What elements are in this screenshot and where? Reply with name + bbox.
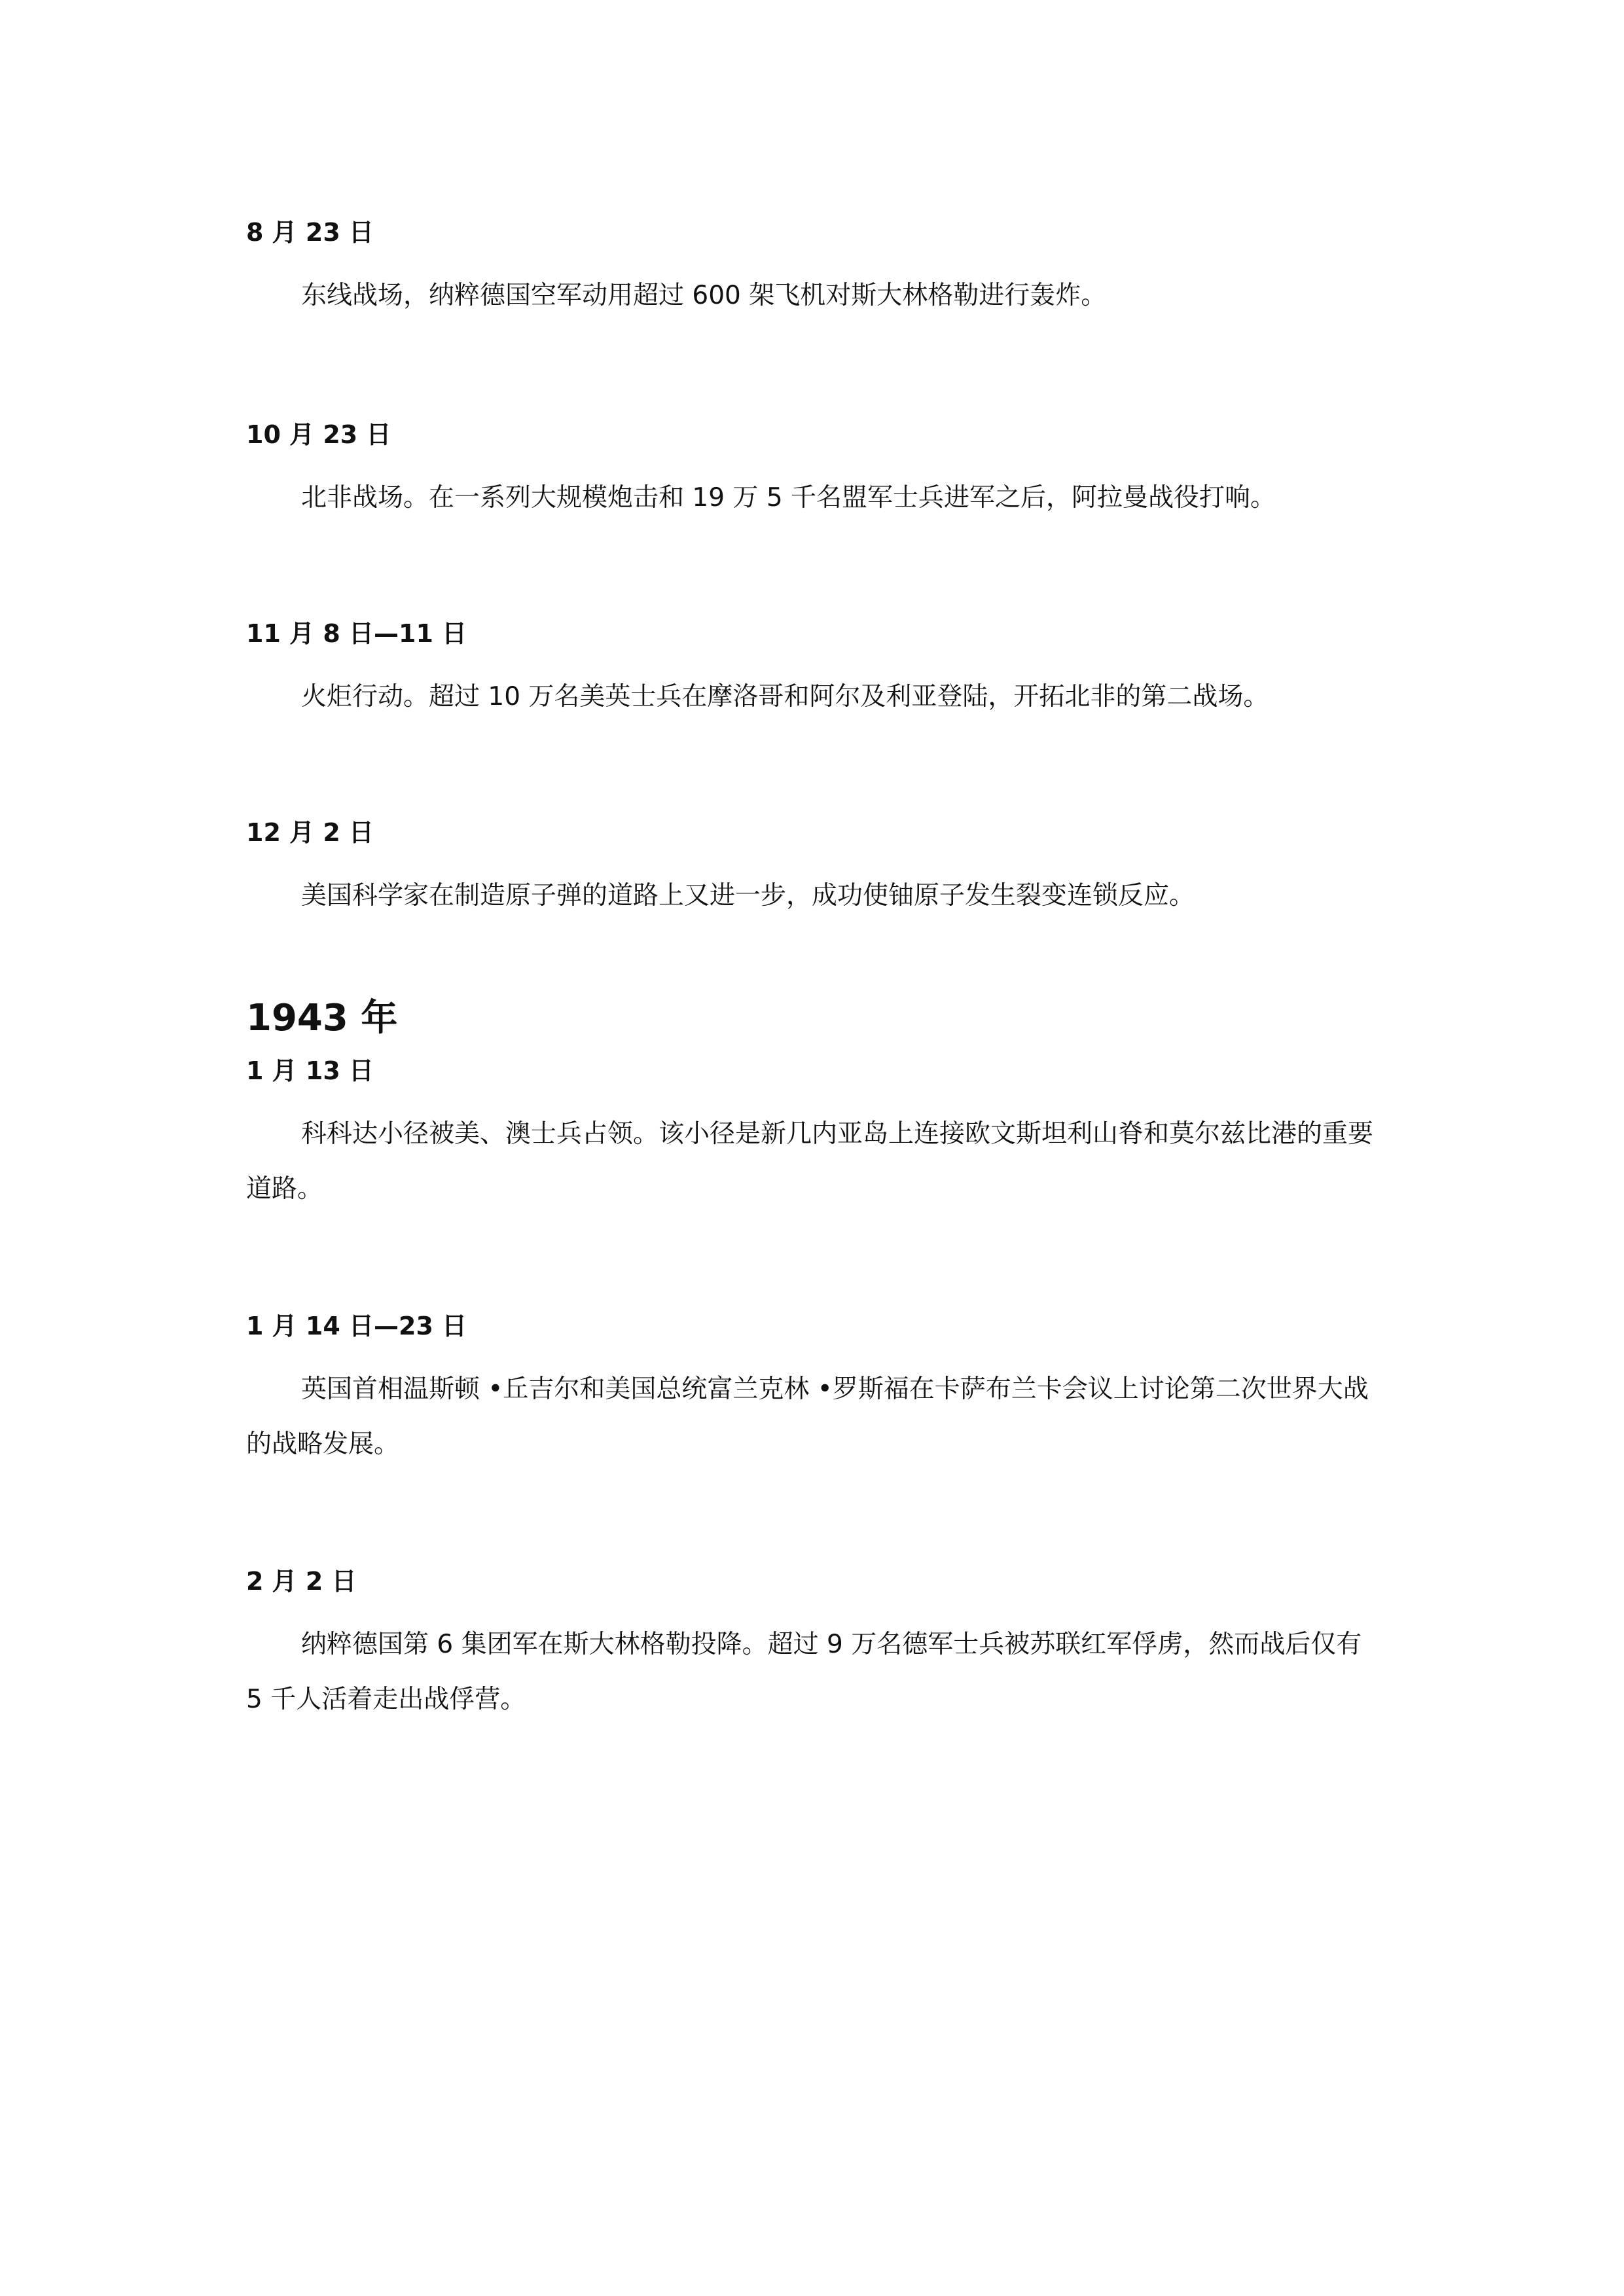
entry-text: 英国首相温斯顿 •丘吉尔和美国总统富兰克林 •罗斯福在卡萨布兰卡会议上讨论第二次世界大战的战略发展。 [246, 1374, 1369, 1459]
entry-date: 12 月 2 日 [246, 818, 374, 847]
timeline-entry [246, 816, 1385, 924]
entry-text: 东线战场，纳粹德国空军动用超过 600 架飞机对斯大林格勒进行轰炸。 [301, 281, 1107, 310]
entry-text: 科科达小径被美、澳士兵占领。该小径是新几内亚岛上连接欧文斯坦利山脊和莫尔兹比港的重要道路。 [246, 1119, 1374, 1204]
entry-text: 火炬行动。超过 10 万名美英士兵在摩洛哥和阿尔及利亚登陆，开拓北非的第二战场。 [301, 682, 1269, 711]
timeline-entry [246, 1565, 1385, 1727]
entry-date: 8 月 23 日 [246, 218, 374, 247]
entry-date: 11 月 8 日—11 日 [246, 619, 467, 648]
timeline-entry [246, 418, 1385, 526]
timeline-entry [246, 617, 1385, 725]
timeline-entry [246, 1310, 1385, 1472]
entry-text: 美国科学家在制造原子弹的道路上又进一步，成功使铀原子发生裂变连锁反应。 [301, 881, 1195, 910]
timeline-content [246, 216, 1385, 1727]
entry-date: 1 月 13 日 [246, 1056, 374, 1085]
timeline-entry [246, 216, 1385, 323]
entry-date: 1 月 14 日—23 日 [246, 1312, 467, 1340]
entry-date: 10 月 23 日 [246, 420, 391, 449]
timeline-entry [246, 1054, 1385, 1217]
entry-date: 2 月 2 日 [246, 1567, 357, 1596]
entry-text: 纳粹德国第 6 集团军在斯大林格勒投降。超过 9 万名德军士兵被苏联红军俘虏，然而战后仅有 5 千人活着走出战俘营。 [246, 1630, 1362, 1714]
year-heading: 1943 年 [246, 997, 398, 1039]
entry-text: 北非战场。在一系列大规模炮击和 19 万 5 千名盟军士兵进军之后，阿拉曼战役打响。 [301, 483, 1276, 512]
